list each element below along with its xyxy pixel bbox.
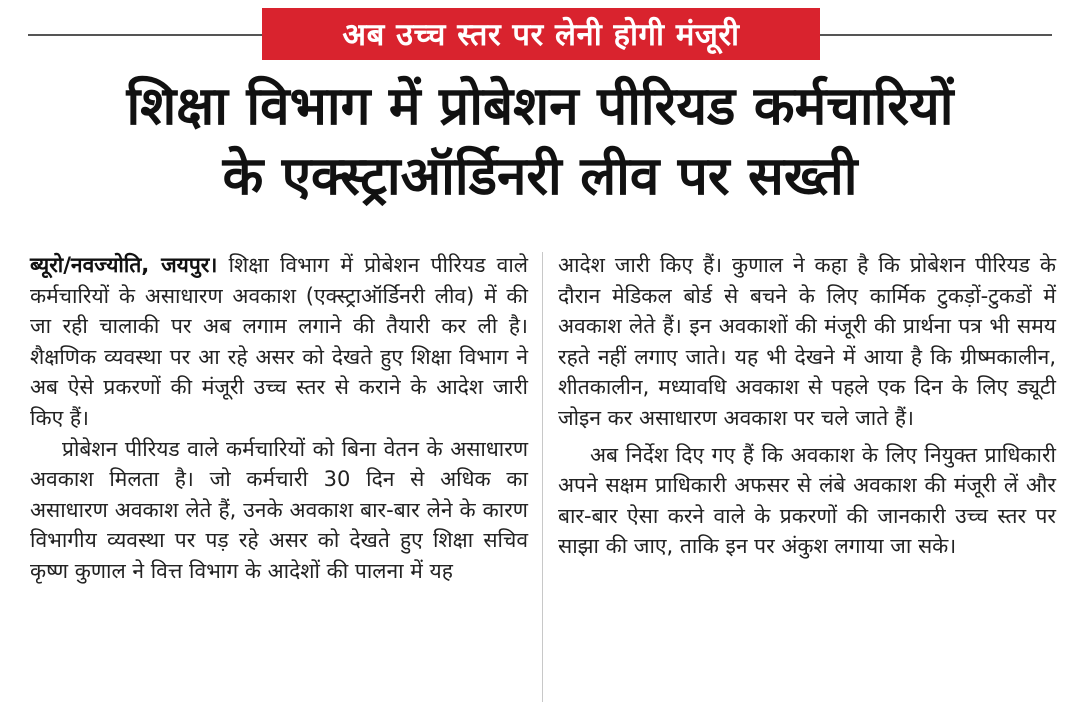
article-paragraph: प्रोबेशन पीरियड वाले कर्मचारियों को बिना वेतन के असाधारण अवकाश मिलता है। जो कर्मचारी 30 दिन से अधिक का असाधारण अवकाश लेते हैं, उनके अवकाश बार-बार लेने के कारण विभागीय व्यवस्था पर पड़ रहे असर को देखते हुए शिक्षा सचिव कृष्ण कुणाल ने वित्त विभाग के आदेशों की पालना में यह <box>30 436 528 583</box>
article-paragraph: आदेश जारी किए हैं। कुणाल ने कहा है कि प्रोबेशन पीरियड के दौरान मेडिकल बोर्ड से बचने के लिए कार्मिक टुकड़ों-टुकडों में अवकाश लेते हैं। इन अवकाशों की मंजूरी की प्रार्थना पत्र भी समय रहते नहीं लगाए जाते। यह भी देखने में आया है कि ग्रीष्मकालीन, शीतकालीन, मध्यावधि अवकाश से पहले एक दिन के लिए ड्यूटी जोइन कर असाधारण अवकाश पर चले जाते हैं। <box>558 253 1056 430</box>
column-divider <box>542 252 543 702</box>
article-paragraph: अब निर्देश दिए गए हैं कि अवकाश के लिए नियुक्त प्राधिकारी अपने सक्षम प्राधिकारी अफसर से लंबे अवकाश की मंजूरी लें और बार-बार ऐसा करने वाले के प्रकरणों की जानकारी उच्च स्तर पर साझा की जाए, ताकि इन पर अंकुश लगाया जा सके। <box>558 442 1056 559</box>
paragraph-text: शिक्षा विभाग में प्रोबेशन पीरियड वाले कर्मचारियों के असाधारण अवकाश (एक्स्ट्राऑर्डिनरी लीव) में की जा रही चालाकी पर अब लगाम लगाने की तैयारी कर ली है। शैक्षणिक व्यवस्था पर आ रहे असर को देखते हुए शिक्षा विभाग ने अब ऐसे प्रकरणों की मंजूरी उच्च स्तर से कराने के आदेश जारी किए हैं। <box>30 253 528 430</box>
article-column-left <box>30 250 528 587</box>
headline-line-1: शिक्षा विभाग में प्रोबेशन पीरियड कर्मचारियों <box>126 76 954 137</box>
headline <box>20 72 1060 212</box>
article-paragraph <box>30 250 528 434</box>
kicker-rule-right <box>820 34 1052 36</box>
article-column-right <box>558 250 1056 562</box>
headline-line-2: के एक्स्ट्राऑर्डिनरी लीव पर सख्ती <box>222 146 858 207</box>
kicker-banner: अब उच्च स्तर पर लेनी होगी मंजूरी <box>262 8 820 60</box>
dateline: ब्यूरो/नवज्योति, जयपुर। <box>30 253 218 277</box>
kicker-rule-left <box>28 34 262 36</box>
